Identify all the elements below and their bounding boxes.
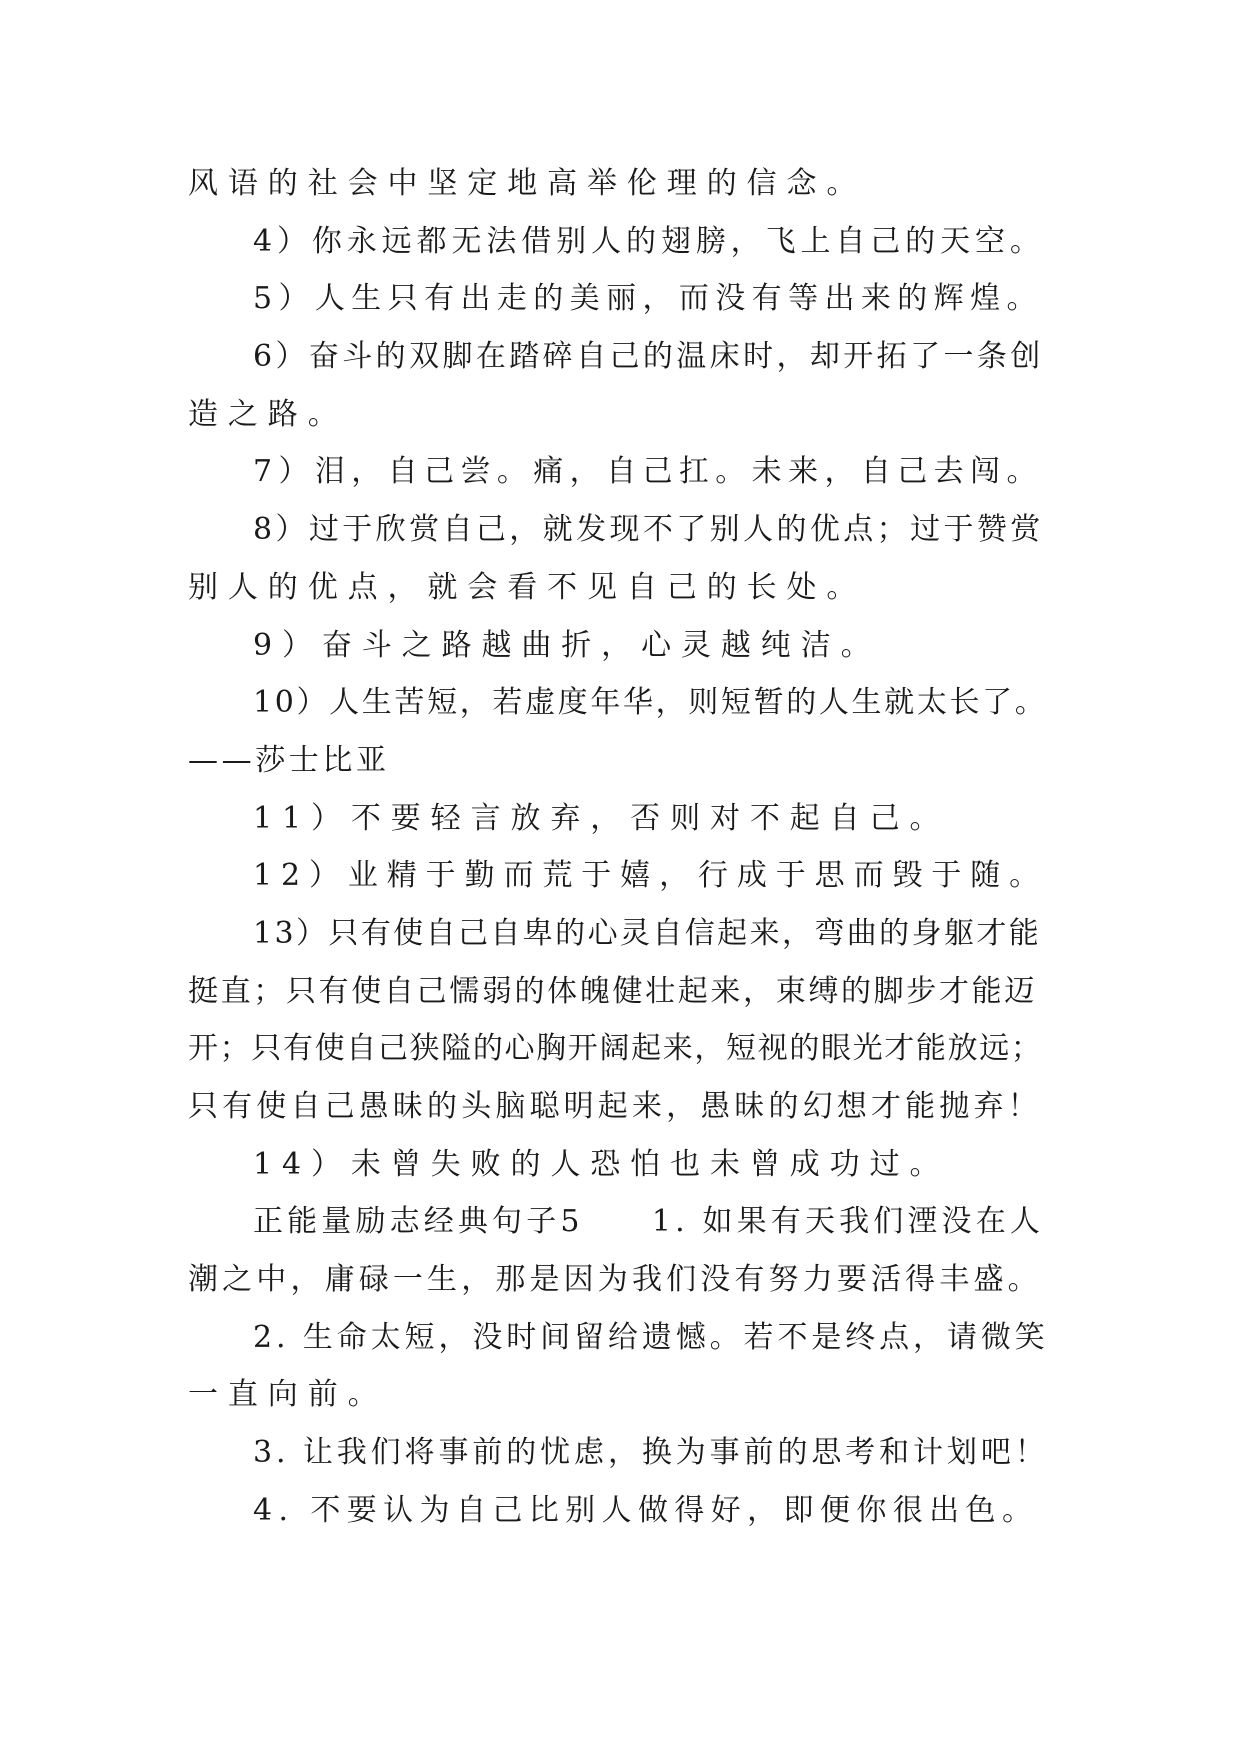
quote-10-attribution: ——莎士比亚 bbox=[188, 742, 390, 778]
quote-s5-3: 3. 让我们将事前的忧虑，换为事前的思考和计划吧！ bbox=[253, 1435, 1049, 1471]
quote-s5-2-continued: 一直向前。 bbox=[188, 1377, 388, 1413]
quote-s5-1-continued: 潮之中，庸碌一生，那是因为我们没有努力要活得丰盛。 bbox=[188, 1262, 1042, 1298]
quote-12: 12）业精于勤而荒于嬉，行成于思而毁于随。 bbox=[253, 858, 1049, 894]
quote-13-continued: 只有使自己愚昧的头脑聪明起来，愚昧的幻想才能抛弃！ bbox=[188, 1089, 1042, 1124]
quote-8: 8）过于欣赏自己，就发现不了别人的优点；过于赞赏 bbox=[253, 512, 1044, 548]
quote-5: 5）人生只有出走的美丽，而没有等出来的辉煌。 bbox=[253, 281, 1043, 317]
quote-14: 14）未曾失败的人恐怕也未曾成功过。 bbox=[253, 1146, 950, 1182]
quote-13-continued: 开；只有使自己狭隘的心胸开阔起来，短视的眼光才能放远； bbox=[188, 1031, 1043, 1067]
document-body bbox=[188, 155, 1048, 1540]
quote-s5-4: 4. 不要认为自己比别人做得好，即便你很出色。 bbox=[253, 1492, 1039, 1528]
quote-7: 7）泪，自己尝。痛，自己扛。未来，自己去闯。 bbox=[253, 454, 1043, 490]
quote-11: 11）不要轻言放弃，否则对不起自己。 bbox=[253, 800, 950, 836]
quote-8-continued: 别人的优点，就会看不见自己的长处。 bbox=[188, 569, 867, 605]
paragraph-line: 风语的社会中坚定地高举伦理的信念。 bbox=[188, 166, 867, 201]
quote-13: 13）只有使自己自卑的心灵自信起来，弯曲的身躯才能 bbox=[253, 915, 1042, 951]
quote-9: 9）奋斗之路越曲折，心灵越纯洁。 bbox=[253, 627, 881, 663]
quote-6-continued: 造之路。 bbox=[188, 396, 348, 432]
quote-6: 6）奋斗的双脚在踏碎自己的温床时，却开拓了一条创 bbox=[253, 339, 1044, 375]
section-heading-5: 正能量励志经典句子5 1. 如果有天我们湮没在人 bbox=[253, 1204, 1044, 1240]
quote-s5-2: 2. 生命太短，没时间留给遗憾。若不是终点，请微笑 bbox=[253, 1319, 1049, 1355]
quote-4: 4）你永远都无法借别人的翅膀，飞上自己的天空。 bbox=[253, 223, 1045, 259]
quote-13-continued: 挺直；只有使自己懦弱的体魄健壮起来，束缚的脚步才能迈 bbox=[188, 973, 1037, 1009]
quote-10: 10）人生苦短，若虚度年华，则短暂的人生就太长了。 bbox=[253, 685, 1048, 721]
